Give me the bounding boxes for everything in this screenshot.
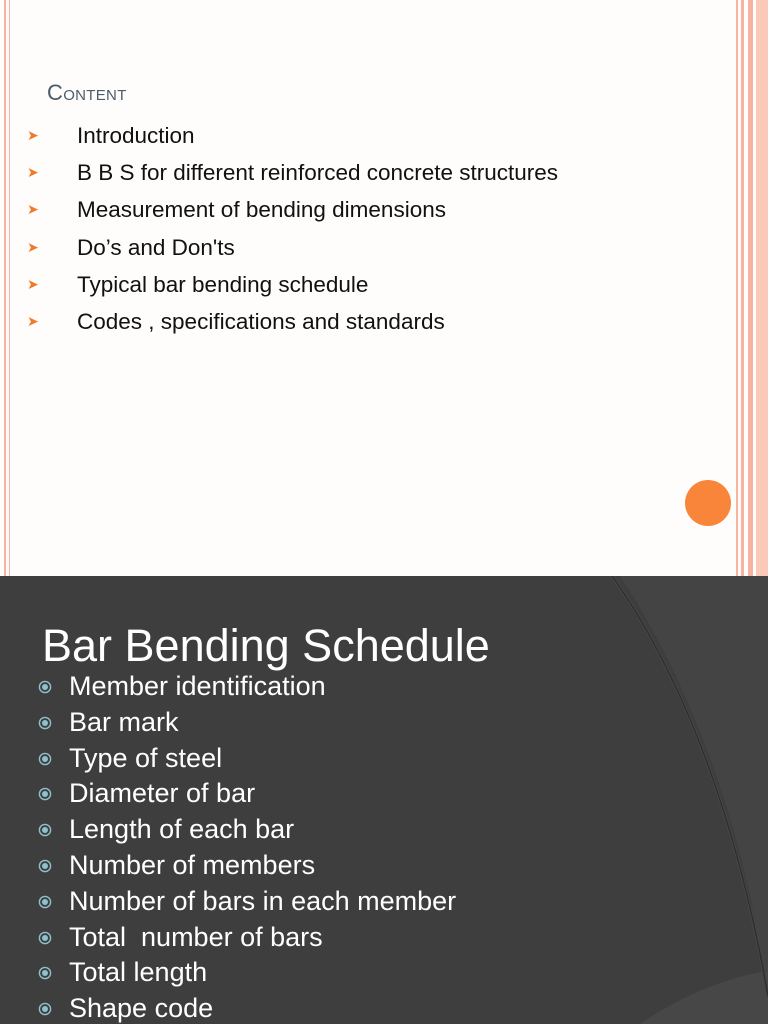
- right-border-band: [756, 0, 768, 576]
- list-item-text: Codes , specifications and standards: [77, 308, 445, 334]
- circle-dot-bullet-icon: [38, 895, 52, 909]
- arrowhead-bullet-icon: ➤: [27, 312, 39, 329]
- circle-dot-bullet-icon: [38, 716, 52, 730]
- arrowhead-bullet-icon: ➤: [27, 201, 39, 218]
- list-item: [0, 266, 700, 303]
- right-border-band: [748, 0, 753, 576]
- list-item-text: Diameter of bar: [69, 778, 256, 809]
- right-border-band: [736, 0, 738, 576]
- circle-dot-bullet-icon: [38, 680, 52, 694]
- agenda-list: [0, 117, 700, 340]
- list-item-text: Typical bar bending schedule: [77, 271, 369, 297]
- list-item: [0, 229, 700, 266]
- list-item-text: Shape code: [69, 993, 214, 1024]
- circle-dot-bullet-icon: [38, 752, 52, 766]
- circle-dot-bullet-icon: [38, 859, 52, 873]
- circle-dot-bullet-icon: [38, 787, 52, 801]
- list-item-text: Number of bars in each member: [69, 885, 457, 916]
- bar-bending-schedule-slide: [0, 576, 768, 1024]
- list-item-text: Member identification: [69, 671, 326, 701]
- list-item: [0, 191, 700, 228]
- list-item: [0, 154, 700, 191]
- list-item-text: B B S for different reinforced concrete structures: [77, 160, 559, 186]
- list-item-text: Introduction: [77, 123, 195, 148]
- list-item-text: Type of steel: [69, 742, 223, 773]
- list-item: [0, 303, 700, 340]
- list-item-text: Total number of bars: [69, 921, 323, 952]
- list-item-text: Number of members: [69, 849, 316, 880]
- slide-title: Bar Bending Schedule: [42, 620, 490, 671]
- circle-dot-bullet-icon: [38, 823, 52, 837]
- decorative-orange-circle: [685, 480, 731, 526]
- circle-dot-bullet-icon: [38, 931, 52, 945]
- list-item-text: Total length: [69, 957, 208, 988]
- arrowhead-bullet-icon: ➤: [27, 238, 39, 255]
- list-item-text: Length of each bar: [69, 814, 295, 845]
- list-item-text: Measurement of bending dimensions: [77, 197, 446, 223]
- slide-title: Content: [47, 80, 127, 105]
- list-item-text: Do’s and Don'ts: [77, 234, 235, 260]
- circle-dot-bullet-icon: [38, 1002, 52, 1016]
- circle-dot-bullet-icon: [38, 966, 52, 980]
- arrowhead-bullet-icon: ➤: [27, 275, 39, 292]
- right-border-band: [741, 0, 744, 576]
- list-item-text: Bar mark: [69, 706, 179, 737]
- arrowhead-bullet-icon: ➤: [27, 164, 39, 181]
- list-item: [0, 117, 700, 154]
- arrowhead-bullet-icon: ➤: [27, 127, 39, 143]
